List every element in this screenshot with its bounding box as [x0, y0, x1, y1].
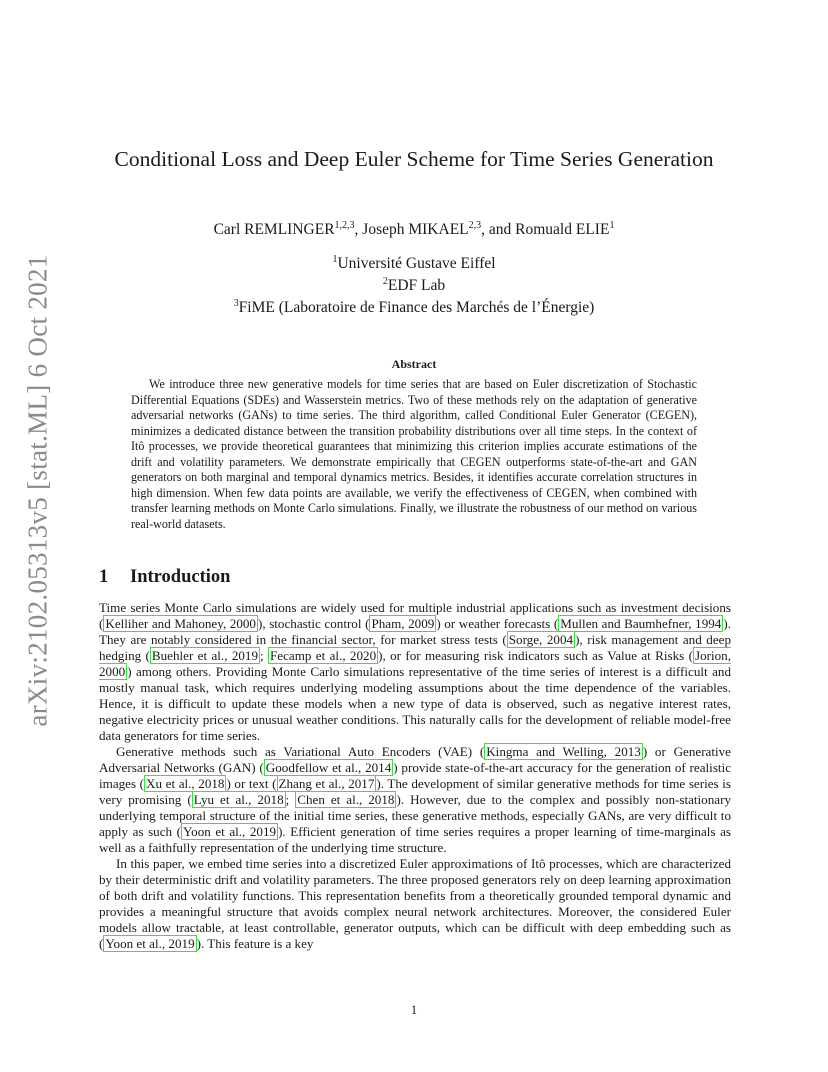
- affiliation-name: EDF Lab: [387, 277, 446, 294]
- affiliation-line: [100, 253, 728, 275]
- paragraph-text: ). However, due to the complex and possibly non-stationary underlying temporal structure of the initial time series, these generative methods, especially GANs, are very difficult to apply as such (: [99, 792, 731, 839]
- arxiv-identifier-text: arXiv:2102.05313v5 [stat.ML] 6 Oct 2021: [22, 253, 53, 727]
- affiliation-name: Université Gustave Eiffel: [337, 255, 496, 272]
- citation-link[interactable]: Mullen and Baumhefner, 1994: [560, 616, 722, 631]
- paragraph-text: Generative methods such as Variational Auto Encoders (VAE) (: [116, 744, 485, 759]
- paragraph-text: ). They are notably considered in the financial sector, for market stress tests (: [99, 616, 731, 647]
- citation-link[interactable]: Yoon et al., 2019: [183, 824, 277, 839]
- arxiv-identifier: [12, 253, 64, 727]
- citation-link[interactable]: Xu et al., 2018: [146, 776, 225, 791]
- citation-link[interactable]: Zhang et al., 2017: [278, 776, 375, 791]
- section-heading: [99, 565, 230, 589]
- paragraph-text: ) provide state-of-the-art accuracy for the generation of realistic images (: [99, 760, 731, 791]
- author-affiliation-marker: 1,2,3: [334, 220, 355, 231]
- paragraph-text: ), risk management and deep hedging (: [99, 632, 732, 663]
- paragraph-text: ;: [285, 792, 296, 807]
- paragraph-text: ), or for measuring risk indicators such as Value at Risks (: [378, 648, 693, 663]
- section-title: Introduction: [130, 567, 231, 587]
- affiliation-marker: 2: [382, 276, 388, 287]
- page-number: 1: [410, 1003, 418, 1017]
- affiliations: [100, 253, 728, 319]
- paragraph-text: ;: [260, 648, 268, 663]
- section-number: 1: [99, 567, 109, 587]
- paragraph: [99, 856, 731, 952]
- citation-link[interactable]: Fecamp et al., 2020: [270, 648, 377, 663]
- author-separator: ,: [354, 221, 363, 238]
- citation-link[interactable]: Kelliher and Mahoney, 2000: [105, 616, 256, 631]
- paper-title: Conditional Loss and Deep Euler Scheme for Time Series Generation: [114, 147, 714, 171]
- body-text: [99, 600, 731, 952]
- abstract-body: We introduce three new generative models for time series that are based on Euler discretization of Stochastic Differential Equations (SDEs) and Wasserstein metrics. Two of these methods rely on the adaptation of generative adversarial networks (GANs) to time series. The third algorithm, called Conditional Euler Generator (CEGEN), minimizes a dedicated distance between the transition probability distributions over all time steps. In the context of Itô processes, we provide theoretical guarantees that minimizing this criterion implies accurate estimations of the drift and volatility parameters. We demonstrate empirically that CEGEN outperforms state-of-the-art and GAN generators on both marginal and temporal dynamics metrics. Besides, it identifies accurate correlation structures in high dimension. When few data points are available, we verify the effectiveness of CEGEN, when combined with transfer learning methods on Monte Carlo simulations. Finally, we illustrate the robustness of our method on various real-world datasets.: [131, 377, 697, 531]
- paragraph: [99, 744, 731, 856]
- affiliation-line: [100, 297, 728, 319]
- citation-link[interactable]: Yoon et al., 2019: [105, 936, 195, 951]
- paragraph-text: ). Efficient generation of time series requires a proper learning of time-marginals as well as a faithfully representation of the underlying time structure.: [99, 824, 731, 855]
- citation-link[interactable]: Chen et al., 2018: [297, 792, 395, 807]
- citation-link[interactable]: Pham, 2009: [371, 616, 435, 631]
- author-name: Carl REMLINGER: [213, 221, 335, 238]
- author-affiliation-marker: 1: [609, 220, 615, 231]
- paragraph-text: ) or weather forecasts (: [436, 616, 559, 631]
- author-affiliation-marker: 2,3: [468, 220, 482, 231]
- paragraph-text: ) or text (: [226, 776, 277, 791]
- abstract-heading: Abstract: [391, 357, 437, 371]
- paragraph-text: Time series Monte Carlo simulations are widely used for multiple industrial applications such as investment decisions (: [99, 600, 731, 631]
- paragraph-text: ) among others. Providing Monte Carlo simulations representative of the time series of interest is a difficult and mostly manual task, which requires underlying modeling assumptions about the time dependence of the variables. Hence, it is difficult to update these models when a new type of data is observed, such as negative interest rates, negative electricity prices or unusual weather conditions. This naturally calls for the development of reliable model-free data generators for time series.: [99, 664, 731, 743]
- citation-link[interactable]: Sorge, 2004: [508, 632, 574, 647]
- citation-link[interactable]: Kingma and Welling, 2013: [486, 744, 641, 759]
- citation-link[interactable]: Buehler et al., 2019: [151, 648, 259, 663]
- paragraph-text: ). The development of similar generative methods for time series is very promising (: [99, 776, 731, 807]
- citation-link[interactable]: Lyu et al., 2018: [193, 792, 284, 807]
- citation-link[interactable]: Jorion, 2000: [99, 648, 731, 679]
- author-separator: , and: [481, 221, 516, 238]
- paragraph-text: ), stochastic control (: [257, 616, 370, 631]
- citation-link[interactable]: Goodfellow et al., 2014: [265, 760, 392, 775]
- paragraph-text: In this paper, we embed time series into a discretized Euler approximations of Itô processes, which are characterized by their deterministic drift and volatility parameters. The three proposed generators rely on deep learning approximation of both drift and volatility functions. This representation benefits from a theoretically grounded temporal dynamic and provides a meaningful structure that avoids complex neural network architectures. Moreover, the considered Euler models allow tractable, at least controllable, generator outputs, which can be difficult with deep embedding such as (: [99, 856, 731, 951]
- affiliation-marker: 3: [233, 298, 239, 309]
- paragraph: [99, 600, 731, 744]
- author-name: Romuald ELIE: [515, 221, 610, 238]
- author-name: Joseph MIKAEL: [362, 221, 469, 238]
- affiliation-marker: 1: [332, 254, 338, 265]
- affiliation-line: [100, 275, 728, 297]
- paragraph-text: ) or Generative Adversarial Networks (GAN) (: [99, 744, 731, 775]
- affiliation-name: FiME (Laboratoire de Finance des Marchés de l’Énergie): [238, 299, 595, 316]
- author-list: [100, 219, 728, 241]
- paragraph-text: ). This feature is a key: [196, 936, 314, 951]
